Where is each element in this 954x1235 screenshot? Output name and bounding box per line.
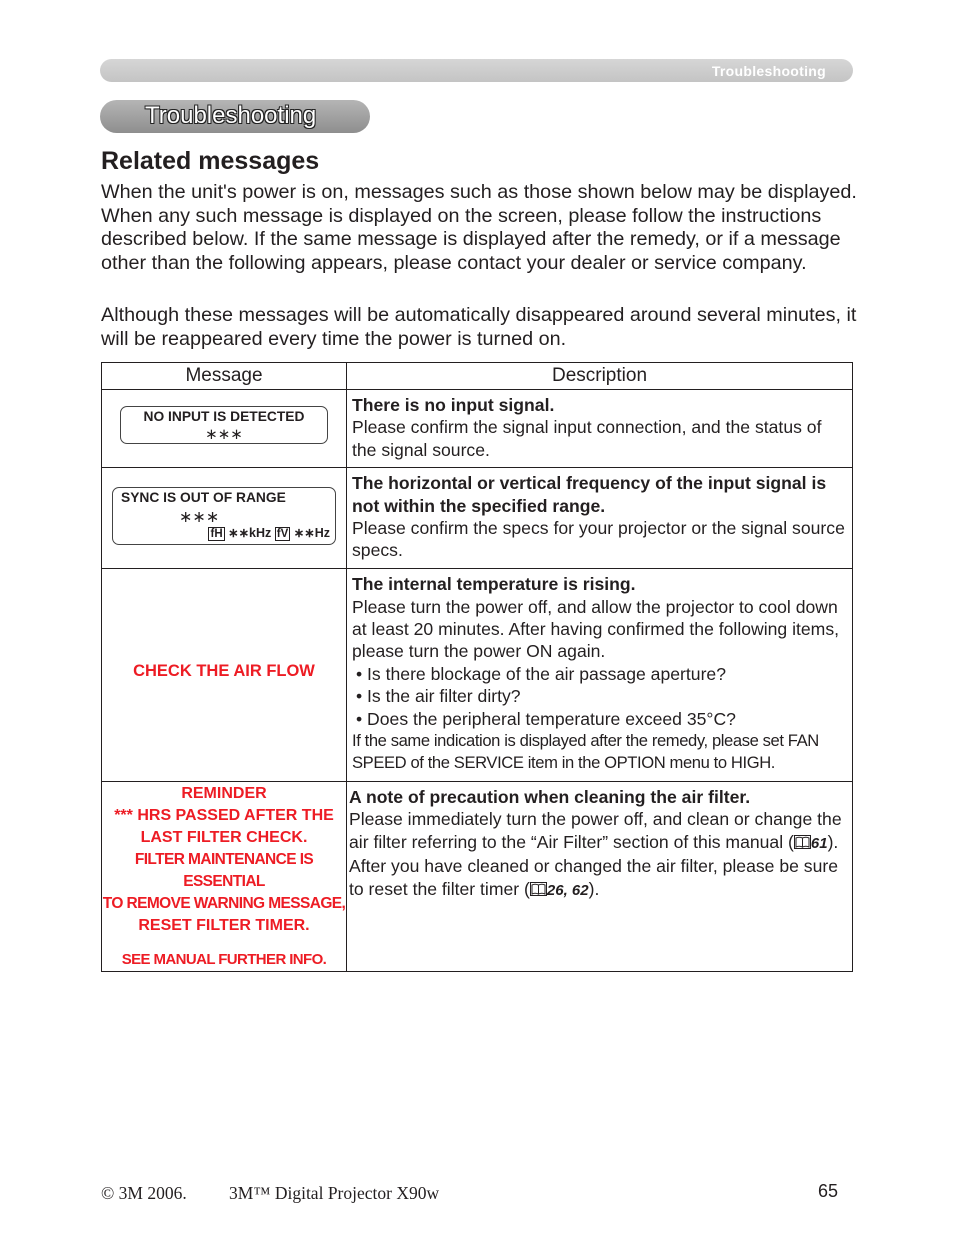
page-reference[interactable]: 26, 62: [546, 881, 589, 899]
footer-product: 3M™ Digital Projector X90w: [229, 1183, 440, 1203]
description-body: ).: [588, 878, 600, 899]
page-reference[interactable]: 61: [810, 834, 828, 852]
page-heading: Related messages: [101, 147, 320, 175]
book-reference-icon: [530, 882, 547, 896]
description-cell: [347, 390, 853, 468]
book-reference-icon: [794, 835, 811, 849]
column-header-description: Description: [347, 363, 853, 390]
message-cell: [102, 781, 347, 971]
column-header-message: Message: [102, 363, 347, 390]
description-body: Please turn the power off, and allow the projector to cool down at least 20 minutes. After having confirmed the following items, please turn the power ON again.: [352, 596, 840, 662]
reminder-message: [102, 783, 346, 971]
fv-label: fV: [276, 528, 289, 541]
message-cell: [102, 569, 347, 782]
fv-value: ∗∗Hz: [293, 526, 330, 541]
osd-message-box: [112, 487, 336, 545]
message-cell: [102, 468, 347, 569]
table-row: [102, 781, 853, 971]
fh-label: fH: [210, 528, 223, 541]
warning-message: CHECK THE AIR FLOW: [133, 662, 315, 681]
description-title: The internal temperature is rising.: [352, 574, 636, 595]
description-body: Please immediately turn the power off, and clean or change the air filter referring to the “Air Filter” section of this manual (: [349, 809, 842, 852]
osd-text: SYNC IS OUT OF RANGE: [121, 490, 286, 506]
reminder-line: LAST FILTER CHECK.: [140, 828, 308, 846]
table-row: [102, 569, 853, 782]
description-body: Please confirm the specs for your projector or the signal source specs.: [352, 518, 845, 561]
fh-value: ∗∗kHz: [228, 526, 272, 541]
intro-paragraph-2: Although these messages will be automatically disappeared around several minutes, it will be reappeared every time the power is turned on.: [101, 304, 857, 350]
table-header-row: [102, 363, 853, 390]
osd-text: NO INPUT IS DETECTED: [143, 409, 305, 424]
reminder-line: SEE MANUAL FURTHER INFO.: [121, 950, 327, 968]
description-body: ). After you have cleaned or changed the air filter, please be sure to reset the filter timer (: [349, 831, 839, 899]
reminder-line: TO REMOVE WARNING MESSAGE,: [102, 894, 346, 912]
osd-message-box: [120, 406, 328, 444]
osd-frequency-readout: [208, 525, 330, 540]
description-title: A note of precaution when cleaning the air filter.: [349, 786, 751, 807]
description-cell: [347, 569, 853, 782]
footer-copyright: © 3M 2006.: [101, 1183, 187, 1203]
reminder-line: RESET FILTER TIMER.: [138, 916, 310, 934]
section-title: Troubleshooting: [145, 102, 317, 129]
messages-table: [101, 362, 853, 972]
description-body: Please confirm the signal input connection, and the status of the signal source.: [352, 417, 822, 460]
reminder-line: REMINDER: [181, 784, 267, 802]
section-title-pill: [100, 100, 370, 133]
list-item: • Does the peripheral temperature exceed 35°C?: [356, 708, 736, 729]
description-title: The horizontal or vertical frequency of the input signal is not within the specified range.: [352, 473, 827, 516]
reminder-line: *** HRS PASSED AFTER THE: [114, 806, 334, 824]
running-header-bar: [100, 59, 853, 82]
list-item: • Is the air filter dirty?: [356, 686, 521, 707]
running-header-title: Troubleshooting: [711, 63, 826, 79]
table-row: [102, 390, 853, 468]
table-row: [102, 468, 853, 569]
description-cell: [347, 468, 853, 569]
reminder-line: FILTER MAINTENANCE IS ESSENTIAL: [134, 850, 314, 890]
service-note: If the same indication is displayed after the remedy, please set FAN SPEED of the SERVICE item in the OPTION menu to HIGH.: [352, 731, 819, 773]
list-item: • Is there blockage of the air passage aperture?: [356, 663, 726, 684]
page-number: 65: [818, 1181, 839, 1201]
description-title: There is no input signal.: [352, 395, 555, 415]
osd-placeholder: ∗∗∗: [205, 426, 243, 443]
description-cell: [347, 781, 853, 971]
intro-paragraph-1: When the unit's power is on, messages such as those shown below may be displayed. When any such message is displayed on the screen, please follow the instructions described below. If the same message is displayed after the remedy, or if a message other than the following appears, please contact your dealer or service company.: [101, 181, 857, 274]
checklist: [352, 663, 847, 730]
osd-placeholder: ∗∗∗: [179, 509, 220, 527]
message-cell: [102, 390, 347, 468]
